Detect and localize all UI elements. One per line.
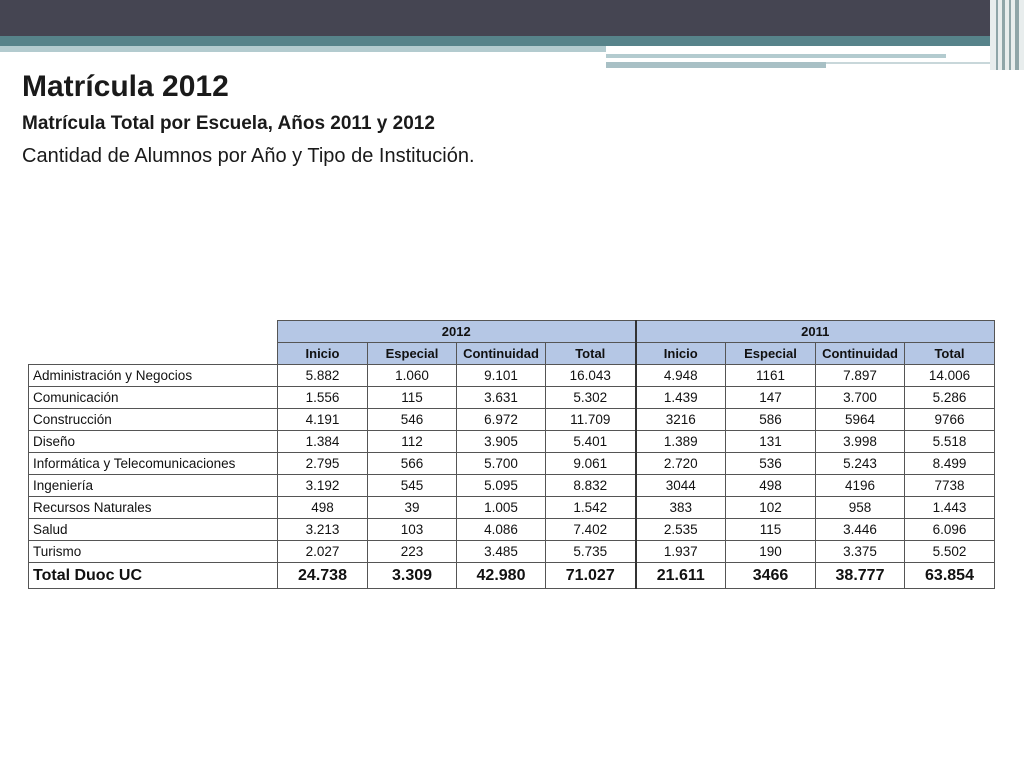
year-header-2011: 2011 — [636, 321, 995, 343]
table-cell: 1.937 — [636, 541, 726, 563]
row-label: Salud — [29, 519, 278, 541]
table-cell: 2.027 — [278, 541, 368, 563]
row-label: Comunicación — [29, 387, 278, 409]
table-cell: 7.402 — [546, 519, 636, 541]
row-label: Total Duoc UC — [29, 563, 278, 589]
table-cell: 39 — [368, 497, 457, 519]
table-cell: 536 — [726, 453, 816, 475]
table-row — [29, 475, 995, 497]
row-label: Administración y Negocios — [29, 365, 278, 387]
table-cell: 2.720 — [636, 453, 726, 475]
enrollment-table — [28, 320, 995, 589]
table-cell: 5.095 — [457, 475, 546, 497]
column-header: Especial — [368, 343, 457, 365]
table-cell: 63.854 — [905, 563, 995, 589]
header-band-stripe-2 — [606, 62, 826, 68]
table-cell: 545 — [368, 475, 457, 497]
table-cell: 3216 — [636, 409, 726, 431]
table-cell: 546 — [368, 409, 457, 431]
year-header-row — [29, 321, 995, 343]
table-cell: 16.043 — [546, 365, 636, 387]
table-cell: 147 — [726, 387, 816, 409]
table-cell: 102 — [726, 497, 816, 519]
table-row — [29, 365, 995, 387]
table-cell: 6.972 — [457, 409, 546, 431]
table-cell: 5.302 — [546, 387, 636, 409]
table-cell: 8.832 — [546, 475, 636, 497]
table-cell: 115 — [726, 519, 816, 541]
column-header: Inicio — [636, 343, 726, 365]
table-cell: 9766 — [905, 409, 995, 431]
table-row — [29, 431, 995, 453]
table-cell: 6.096 — [905, 519, 995, 541]
table-cell: 103 — [368, 519, 457, 541]
table-cell: 1.443 — [905, 497, 995, 519]
table-cell: 5.401 — [546, 431, 636, 453]
table-cell: 498 — [726, 475, 816, 497]
total-row — [29, 563, 995, 589]
table-row — [29, 387, 995, 409]
table-cell: 5.502 — [905, 541, 995, 563]
table-cell: 38.777 — [816, 563, 905, 589]
row-label: Ingeniería — [29, 475, 278, 497]
column-header: Total — [546, 343, 636, 365]
table-cell: 1.439 — [636, 387, 726, 409]
table-row — [29, 519, 995, 541]
table-cell: 1.389 — [636, 431, 726, 453]
header-band-gap — [606, 46, 1002, 54]
empty-corner-cell — [29, 343, 278, 365]
table-row — [29, 541, 995, 563]
header-band-light — [0, 46, 606, 52]
table-cell: 4196 — [816, 475, 905, 497]
table-cell: 3.446 — [816, 519, 905, 541]
table-cell: 3.485 — [457, 541, 546, 563]
table-cell: 71.027 — [546, 563, 636, 589]
table-cell: 3.905 — [457, 431, 546, 453]
table-cell: 566 — [368, 453, 457, 475]
table-cell: 24.738 — [278, 563, 368, 589]
header-band-stripe-3 — [826, 62, 992, 64]
corner-decoration — [990, 0, 1024, 70]
table-cell: 7.897 — [816, 365, 905, 387]
table-row — [29, 409, 995, 431]
table-cell: 2.795 — [278, 453, 368, 475]
header-band-stripe — [606, 54, 946, 58]
page-subtitle: Matrícula Total por Escuela, Años 2011 y 2012 — [22, 113, 435, 134]
table-cell: 3.631 — [457, 387, 546, 409]
table-cell: 383 — [636, 497, 726, 519]
page-description: Cantidad de Alumnos por Año y Tipo de Institución. — [22, 145, 475, 167]
column-header-row — [29, 343, 995, 365]
table-cell: 42.980 — [457, 563, 546, 589]
table-cell: 3.998 — [816, 431, 905, 453]
table-cell: 5.882 — [278, 365, 368, 387]
table-cell: 9.101 — [457, 365, 546, 387]
table-cell: 4.191 — [278, 409, 368, 431]
table-cell: 190 — [726, 541, 816, 563]
table-cell: 1.005 — [457, 497, 546, 519]
table-cell: 586 — [726, 409, 816, 431]
empty-corner-cell — [29, 321, 278, 343]
table-row — [29, 497, 995, 519]
table-cell: 14.006 — [905, 365, 995, 387]
table-cell: 4.086 — [457, 519, 546, 541]
table-cell: 131 — [726, 431, 816, 453]
table-cell: 21.611 — [636, 563, 726, 589]
table-cell: 5.735 — [546, 541, 636, 563]
table-cell: 1.542 — [546, 497, 636, 519]
table-cell: 8.499 — [905, 453, 995, 475]
table-cell: 958 — [816, 497, 905, 519]
table-cell: 3.700 — [816, 387, 905, 409]
table-cell: 5.518 — [905, 431, 995, 453]
table-cell: 223 — [368, 541, 457, 563]
table-cell: 3.213 — [278, 519, 368, 541]
column-header: Continuidad — [457, 343, 546, 365]
row-label: Diseño — [29, 431, 278, 453]
row-label: Turismo — [29, 541, 278, 563]
table-row — [29, 453, 995, 475]
table-cell: 3.375 — [816, 541, 905, 563]
row-label: Informática y Telecomunicaciones — [29, 453, 278, 475]
header-band-dark — [0, 0, 1024, 36]
table-cell: 7738 — [905, 475, 995, 497]
table-cell: 2.535 — [636, 519, 726, 541]
column-header: Inicio — [278, 343, 368, 365]
table-cell: 5.286 — [905, 387, 995, 409]
table-cell: 3466 — [726, 563, 816, 589]
table-cell: 115 — [368, 387, 457, 409]
table-cell: 1.384 — [278, 431, 368, 453]
table-cell: 5964 — [816, 409, 905, 431]
header-band-teal — [0, 36, 1024, 46]
table-cell: 498 — [278, 497, 368, 519]
table-cell: 3.192 — [278, 475, 368, 497]
table-cell: 11.709 — [546, 409, 636, 431]
table-cell: 4.948 — [636, 365, 726, 387]
table-cell: 112 — [368, 431, 457, 453]
page-title: Matrícula 2012 — [22, 70, 229, 103]
year-header-2012: 2012 — [278, 321, 636, 343]
column-header: Total — [905, 343, 995, 365]
table-cell: 9.061 — [546, 453, 636, 475]
table-cell: 5.700 — [457, 453, 546, 475]
table-cell: 3044 — [636, 475, 726, 497]
table-cell: 1.556 — [278, 387, 368, 409]
column-header: Especial — [726, 343, 816, 365]
table-cell: 3.309 — [368, 563, 457, 589]
table-cell: 1.060 — [368, 365, 457, 387]
row-label: Construcción — [29, 409, 278, 431]
table-cell: 1161 — [726, 365, 816, 387]
column-header: Continuidad — [816, 343, 905, 365]
row-label: Recursos Naturales — [29, 497, 278, 519]
table-cell: 5.243 — [816, 453, 905, 475]
